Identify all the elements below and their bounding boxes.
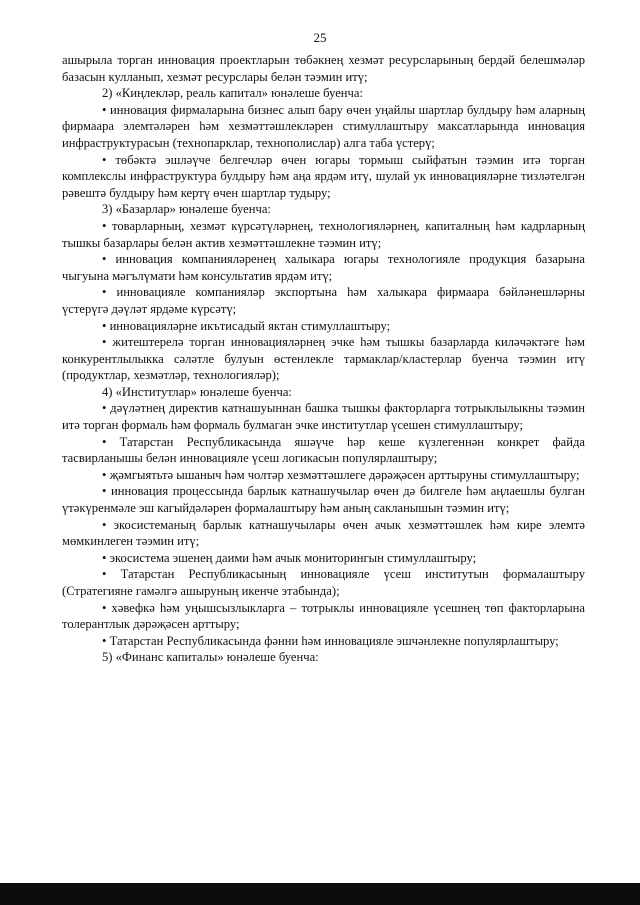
bullet-item: • житештерелә торган инновацияләрнең эчке һәм тышкы базарларда киләчәктәге һәм конкурентлылыкка сәләтле булуын өстенлекле тармаклар/кластерлар буенча тәэмин итү (продуктлар, хезмәтләр, технологияләр); <box>62 334 585 384</box>
section-heading: 2) «Киңлекләр, реаль капитал» юнәлеше буенча: <box>102 86 363 101</box>
bullet-item: • инновация компанияләренең халыкара югары технологияле продукция базарына чыгуына мәгълүмати һәм консультатив ярдәм итү; <box>62 251 585 284</box>
bullet-item: • дәүләтнең директив катнашуыннан башка тышкы факторларга тотрыклылыкны тәэмин итә торган формаль һәм формаль булмаган эчке институтлар үсешен стимуллаштыру; <box>62 400 585 433</box>
bullet-item: • төбәктә эшләүче белгечләр өчен югары тормыш сыйфатын тәэмин итә торган комплекслы инфраструктура булдыру һәм аңа ярдәм итү, шулай ук инновацияләрне тизләтелгән рәвештә булдыру һәм кертү өчен шартлар тудыру; <box>62 152 585 202</box>
bullet-item: • инновацияләрне икътисадый яктан стимуллаштыру; <box>62 318 585 335</box>
bullet-item: • җәмгыятьтә ышаныч һәм чолтәр хезмәттәшлеге дәрәҗәсен арттыруны стимуллаштыру; <box>62 467 585 484</box>
bullet-item: • Татарстан Республикасында фәнни һәм инновацияле эшчәнлекне популярлаштыру; <box>62 633 585 650</box>
bullet-item: • экосистеманың барлык катнашучылары өчен ачык хезмәттәшлек һәм кире элемтә мөмкинлеген тәэмин итү; <box>62 517 585 550</box>
bullet-item: • товарларның, хезмәт күрсәтүләрнең, технологияләрнең, капиталның һәм кадрларның тышкы базарлары белән актив хезмәттәшлекне тәэмин итү; <box>62 218 585 251</box>
page-number: 25 <box>313 30 327 45</box>
bullet-item: • инновацияле компанияләр экспортына һәм халыкара фирмаара бәйләнешләрны үстерүгә дәүләт ярдәме күрсәтү; <box>62 284 585 317</box>
bullet-item: • Татарстан Республикасының инновацияле үсеш институтын формалаштыру (Стратегияне гамәлгә ашыруның икенче этабында); <box>62 566 585 599</box>
bullet-item: • инновация фирмаларына бизнес алып бару өчен уңайлы шартлар булдыру һәм аларның фирмаара элемтәләрен һәм хезмәттәшлекләрен стимуллаштыру максатларында инновация инфраструктурасын (технопарклар, технополислар) алга таба үстерү; <box>62 102 585 152</box>
document-body <box>62 52 585 666</box>
bullet-item: • экосистема эшенең даими һәм ачык мониторингын стимуллаштыру; <box>62 550 585 567</box>
paragraph: ашырыла торган инновация проектларын төбәкнең хезмәт ресурсларының бердәй белешмәләр базасын кулланып, хезмәт ресурслары белән тәэмин итү; <box>62 53 585 84</box>
scan-edge-bar <box>0 883 640 905</box>
section-heading: 5) «Финанс капиталы» юнәлеше буенча: <box>102 650 319 665</box>
bullet-item: • Татарстан Республикасында яшәүче һәр кеше күзлегеннән конкрет файда тасвирланышы белән инновацияле үсеш логикасын популярлаштыру; <box>62 434 585 467</box>
section-heading: 3) «Базарлар» юнәлеше буенча: <box>102 202 271 217</box>
bullet-item: • хәвефкә һәм уңышсызлыкларга – тотрыклы инновацияле үсешнең төп факторларына толерантлык дәрәҗәсен арттыру; <box>62 600 585 633</box>
section-heading: 4) «Институтлар» юнәлеше буенча: <box>102 384 292 399</box>
bullet-item: • инновация процессында барлык катнашучылар өчен дә билгеле һәм аңлаешлы булган үтәкүренмәле эш кагыйдәләрен формалаштыру һәм аның сакланышын тәэмин итү; <box>62 483 585 516</box>
